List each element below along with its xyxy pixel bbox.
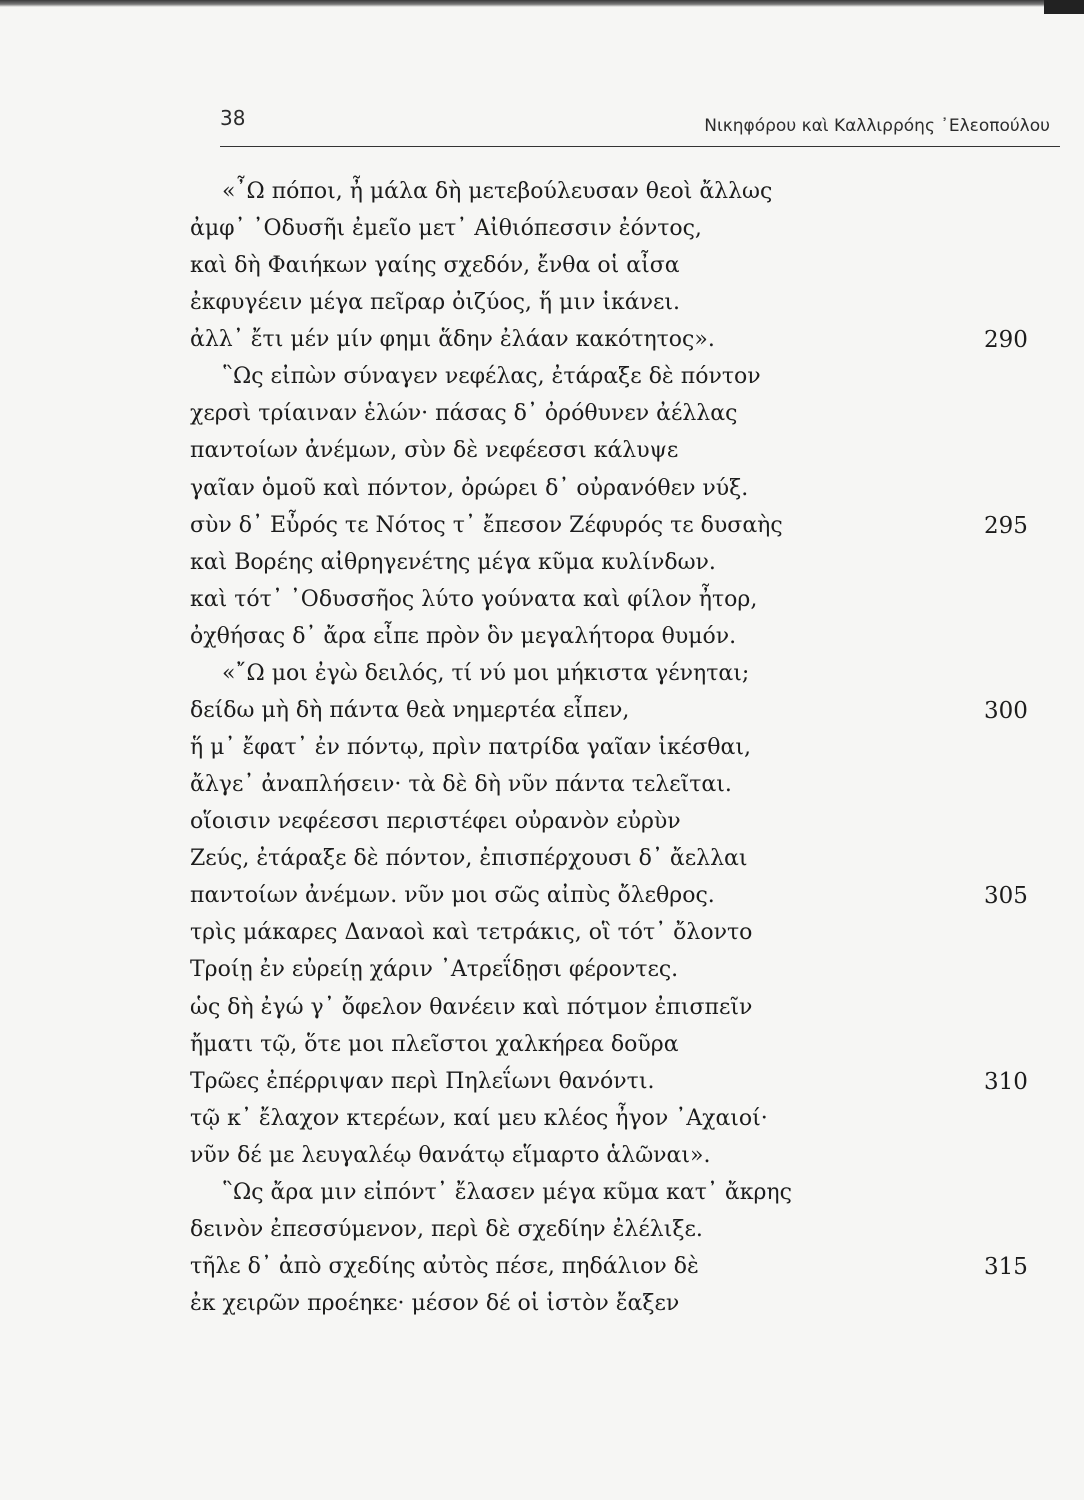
- verse-line: [0, 433, 1084, 469]
- verse-line: [0, 1027, 1084, 1063]
- verse-text: ἐκφυγέειν μέγα πεῖραρ ὀιζύος, ἥ μιν ἱκάνει.: [190, 290, 680, 316]
- verse-text: Τροίῃ ἐν εὐρείῃ χάριν ᾿Ατρεΐδῃσι φέροντες.: [190, 957, 679, 983]
- verse-text: ῝Ως εἰπὼν σύναγεν νεφέλας, ἐτάραξε δὲ πόντον: [222, 364, 761, 390]
- line-number: 290: [984, 327, 1028, 354]
- verse-line: [0, 952, 1084, 988]
- verse-text: οἵοισιν νεφέεσσι περιστέφει οὐρανὸν εὐρὺν: [190, 809, 681, 835]
- verse-text: ἀμφ᾿ ᾿Οδυσῆι ἐμεῖο μετ᾿ Αἰθιόπεσσιν ἐόντος,: [190, 216, 702, 242]
- verse-text: νῦν δέ με λευγαλέῳ θανάτῳ εἵμαρτο ἁλῶναι».: [190, 1142, 711, 1168]
- verse-line: [0, 1064, 1084, 1100]
- verse-line: [0, 619, 1084, 655]
- verse-line: [0, 471, 1084, 507]
- verse-text: καὶ Βορέης αἰθρηγενέτης μέγα κῦμα κυλίνδων.: [190, 549, 716, 575]
- verse-text: δείδω μὴ δὴ πάντα θεὰ νημερτέα εἶπεν,: [190, 697, 630, 723]
- running-head: Νικηφόρου καὶ Καλλιρρόης ᾿Ελεοπούλου: [704, 116, 1050, 136]
- verse-line: [0, 322, 1084, 358]
- verse-line: [0, 1286, 1084, 1322]
- verse-text: «῎Ω μοι ἐγὼ δειλός, τί νύ μοι μήκιστα γένηται;: [222, 660, 750, 686]
- verse-line: [0, 359, 1084, 395]
- verse-text: «῏Ω πόποι, ἦ μάλα δὴ μετεβούλευσαν θεοὶ ἄλλως: [222, 179, 773, 204]
- line-number: 315: [984, 1254, 1028, 1281]
- verse-line: [0, 656, 1084, 692]
- verse-line: [0, 285, 1084, 321]
- verse-text: παντοίων ἀνέμων, σὺν δὲ νεφέεσσι κάλυψε: [190, 438, 679, 464]
- verse-text: ἥ μ᾿ ἔφατ᾿ ἐν πόντῳ, πρὶν πατρίδα γαῖαν ἱκέσθαι,: [190, 735, 751, 761]
- verse-line: [0, 508, 1084, 544]
- line-number: 305: [984, 883, 1028, 910]
- verse-text: καὶ δὴ Φαιήκων γαίης σχεδόν, ἔνθα οἱ αἶσα: [190, 253, 680, 279]
- verse-line: [0, 693, 1084, 729]
- verse-line: [0, 990, 1084, 1026]
- verse-text: ἄλγε᾿ ἀναπλήσειν· τὰ δὲ δὴ νῦν πάντα τελεῖται.: [190, 772, 732, 798]
- verse-text: ὀχθήσας δ᾿ ἄρα εἶπε πρὸν ὃν μεγαλήτορα θυμόν.: [190, 623, 737, 649]
- verse-text: χερσὶ τρίαιναν ἑλών· πάσας δ᾿ ὀρόθυνεν ἀέλλας: [190, 401, 738, 427]
- verse-line: [0, 1138, 1084, 1174]
- verse-text: σὺν δ᾿ Εὖρός τε Νότος τ᾿ ἔπεσον Ζέφυρός τε δυσαὴς: [190, 512, 783, 538]
- verse-line: [0, 730, 1084, 766]
- verse-line: [0, 211, 1084, 247]
- verse-line: [0, 1175, 1084, 1211]
- verse-text: Ζεύς, ἐτάραξε δὲ πόντον, ἐπισπέρχουσι δ᾿ ἄελλαι: [190, 846, 748, 872]
- verse-text: δεινὸν ἐπεσσύμενον, περὶ δὲ σχεδίην ἐλέλιξε.: [190, 1216, 703, 1242]
- verse-text: Τρῶες ἐπέρριψαν περὶ Πηλεΐωνι θανόντι.: [190, 1068, 655, 1094]
- verse-line: [0, 248, 1084, 284]
- verse-line: [0, 174, 1084, 210]
- verse-text: τῆλε δ᾿ ἀπὸ σχεδίης αὐτὸς πέσε, πηδάλιον δὲ: [190, 1254, 699, 1280]
- line-number: 295: [984, 512, 1028, 539]
- verse-text: ἐκ χειρῶν προέηκε· μέσον δέ οἱ ἱστὸν ἔαξεν: [190, 1291, 680, 1317]
- verse-text: γαῖαν ὁμοῦ καὶ πόντον, ὀρώρει δ᾿ οὐρανόθεν νύξ.: [190, 475, 749, 501]
- verse-text: τῷ κ᾿ ἔλαχον κτερέων, καί μευ κλέος ἦγον ᾿Αχαιοί·: [190, 1105, 768, 1131]
- verse-text: καὶ τότ᾿ ᾿Οδυσσῆος λύτο γούνατα καὶ φίλον ἦτορ,: [190, 586, 758, 612]
- verse-line: [0, 841, 1084, 877]
- verse-text: ἤματι τῷ, ὅτε μοι πλεῖστοι χαλκήρεα δοῦρα: [190, 1031, 679, 1057]
- line-number: 310: [984, 1068, 1028, 1095]
- verse-line: [0, 1101, 1084, 1137]
- scan-top-edge: [0, 0, 1084, 7]
- verse-text: ῝Ως ἄρα μιν εἰπόντ᾿ ἔλασεν μέγα κῦμα κατ᾿ ἄκρης: [222, 1179, 792, 1205]
- verse-text: παντοίων ἀνέμων. νῦν μοι σῶς αἰπὺς ὄλεθρος.: [190, 883, 715, 909]
- verse-line: [0, 1212, 1084, 1248]
- page-number: 38: [220, 106, 246, 130]
- page-header: [220, 100, 1050, 140]
- verse-text: ἀλλ᾿ ἔτι μέν μίν φημι ἅδην ἐλάαν κακότητος».: [190, 327, 715, 353]
- verse-line: [0, 545, 1084, 581]
- line-number: 300: [984, 697, 1028, 724]
- verse-line: [0, 1249, 1084, 1285]
- verse-line: [0, 878, 1084, 914]
- verse-text: ὡς δὴ ἐγώ γ᾿ ὄφελον θανέειν καὶ πότμον ἐπισπεῖν: [190, 994, 753, 1020]
- scan-corner-shadow: [1044, 0, 1084, 14]
- verse-line: [0, 804, 1084, 840]
- verse-line: [0, 396, 1084, 432]
- verse-line: [0, 767, 1084, 803]
- header-rule: [220, 146, 1060, 147]
- verse-line: [0, 582, 1084, 618]
- verse-text: τρὶς μάκαρες Δαναοὶ καὶ τετράκις, οἳ τότ᾿ ὄλοντο: [190, 920, 753, 946]
- verse-line: [0, 915, 1084, 951]
